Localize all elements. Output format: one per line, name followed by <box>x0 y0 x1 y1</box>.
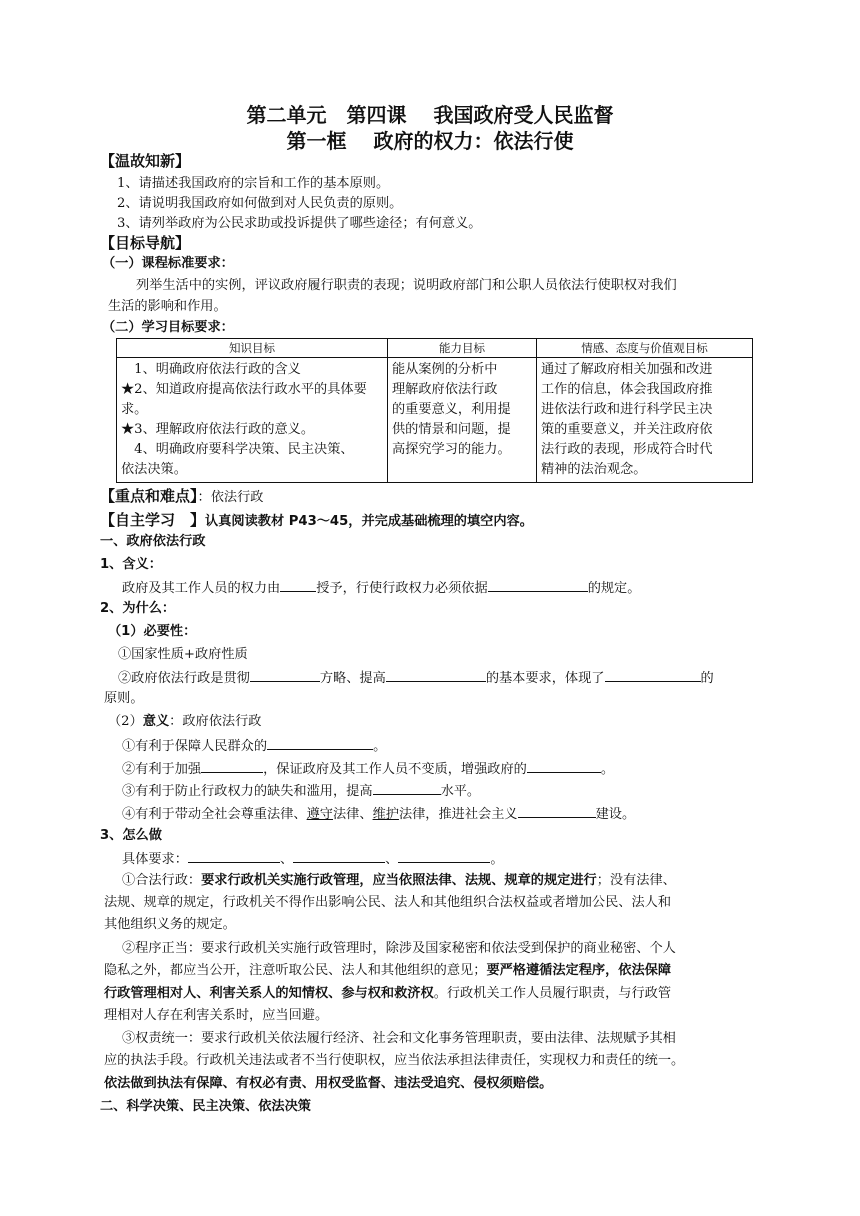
principle-2-line-3 <box>104 984 671 1004</box>
attitude-goal-line: 策的重要意义，并关注政府依 <box>541 422 713 437</box>
fill-blank[interactable] <box>280 577 316 592</box>
knowledge-goal-line: 1、明确政府依法行政的含义 <box>121 362 301 377</box>
principle-1-line-2: 法规、规章的规定，行政机关不得作出影响公民、法人和其他组织合法权益或者增加公民、法人和 <box>104 895 672 910</box>
attitude-goal-line: 法行政的表现，形成符合时代 <box>541 442 713 457</box>
learning-heading: （二）学习目标要求： <box>102 320 234 335</box>
sig1-text-b: 。 <box>373 739 387 754</box>
ability-goals-cell <box>388 358 537 483</box>
fill-blank[interactable] <box>398 848 490 863</box>
fill-blank[interactable] <box>527 758 601 773</box>
meaning-heading: 1、含义： <box>100 557 162 572</box>
curriculum-text-2: 生活的影响和作用。 <box>108 299 227 314</box>
table-row <box>117 358 753 483</box>
sig2-text-b: ，保证政府及其工作人员不变质，增强政府的 <box>263 762 527 777</box>
principle-2-bold-cont: 行政管理相对人、利害关系人的知情权、参与权和救济权 <box>104 986 434 1001</box>
significance-item-3 <box>122 780 480 802</box>
sig4-text-a: ④有利于带动全社会尊重法律、 <box>122 807 307 822</box>
requirements-line <box>122 848 504 870</box>
principle-1-line-1 <box>122 871 676 891</box>
significance-heading <box>108 712 261 732</box>
fill-blank[interactable] <box>605 667 701 682</box>
requirements-end: 。 <box>490 852 504 867</box>
fill-blank[interactable] <box>201 758 263 773</box>
review-item-3: 3、请列举政府为公民求助或投诉提供了哪些途径；有何意义。 <box>117 216 482 231</box>
significance-item-2 <box>122 758 614 780</box>
ability-goal-line: 的重要意义，利用提 <box>392 402 511 417</box>
requirements-sep: 、 <box>279 852 294 867</box>
page-title: 第二单元 第四课 我国政府受人民监督 <box>246 103 614 127</box>
fill-blank[interactable] <box>488 577 588 592</box>
sig4-text-f: 建设。 <box>595 807 636 822</box>
necessity-item-1: ①国家性质+政府性质 <box>118 647 248 662</box>
principle-2-line-4: 理相对人存在利害关系时，应当回避。 <box>104 1008 329 1023</box>
table-header-knowledge: 知识目标 <box>117 339 388 358</box>
curriculum-heading: （一）课程标准要求： <box>102 256 234 271</box>
goals-heading: 【目标导航】 <box>100 234 191 252</box>
significance-text: ：政府依法行政 <box>169 714 262 729</box>
review-item-1: 1、请描述我国政府的宗旨和工作的基本原则。 <box>117 176 390 191</box>
fill-blank[interactable] <box>293 848 385 863</box>
why-heading: 2、为什么： <box>100 601 176 616</box>
requirements-sep: 、 <box>385 852 399 867</box>
knowledge-goals-cell <box>117 358 388 483</box>
significance-label: 意义 <box>142 714 170 729</box>
ability-goal-line: 供的情景和问题，提 <box>392 422 511 437</box>
meaning-text-a: 政府及其工作人员的权力由 <box>122 581 281 596</box>
attitude-goal-line: 工作的信息，体会我国政府推 <box>541 382 713 397</box>
attitude-goals-cell <box>537 358 753 483</box>
significance-num: （2） <box>108 714 143 729</box>
meaning-line <box>122 577 640 599</box>
necessity-text-b: 方略、提高 <box>319 671 386 686</box>
page-subtitle: 第一框 政府的权力：依法行使 <box>286 129 574 153</box>
knowledge-goal-line: 依法决策。 <box>121 462 187 477</box>
knowledge-goal-line: 4、明确政府要科学决策、民主决策、 <box>121 442 354 457</box>
fill-blank[interactable] <box>518 803 596 818</box>
ability-goal-line: 理解政府依法行政 <box>392 382 498 397</box>
section-2-heading: 二、科学决策、民主决策、依法决策 <box>100 1099 311 1114</box>
sig1-text-a: ①有利于保障人民群众的 <box>122 739 268 754</box>
review-heading: 【温故知新】 <box>100 152 191 170</box>
principle-1-text: ；没有法律、 <box>596 873 676 888</box>
knowledge-goal-line: ★2、知道政府提高依法行政水平的具体要 <box>121 382 367 397</box>
knowledge-goal-line: 求。 <box>121 402 148 417</box>
necessity-text-d: 的 <box>700 671 714 686</box>
fill-blank[interactable] <box>373 780 441 795</box>
principle-3-line-2: 应的执法手段。行政机关违法或者不当行使职权，应当依法承担法律责任，实现权力和责任的统一。 <box>104 1053 685 1068</box>
key-points-text: ：依法行政 <box>197 490 264 505</box>
principle-2-text: 隐私之外，都应当公开，注意听取公民、法人和其他组织的意见； <box>104 963 487 978</box>
principle-3-line-3: 依法做到执法有保障、有权必有责、用权受监督、违法受追究、侵权须赔偿。 <box>104 1076 553 1091</box>
self-study-text: 认真阅读教材 P43～45，并完成基础梳理的填空内容。 <box>205 514 533 529</box>
meaning-text-b: 授予，行使行政权力必须依据 <box>316 581 488 596</box>
necessity-item-2-cont: 原则。 <box>104 691 144 706</box>
curriculum-text-1: 列举生活中的实例，评议政府履行职责的表现；说明政府部门和公职人员依法行使职权对我们 <box>136 278 677 293</box>
learning-goals-table <box>116 338 753 483</box>
section-1-heading: 一、政府依法行政 <box>100 534 206 549</box>
sig4-text-e: 法律，推进社会主义 <box>398 807 518 822</box>
necessity-text-c: 的基本要求，体现了 <box>485 671 605 686</box>
self-study-heading: 【自主学习 】 <box>100 511 206 529</box>
sig2-text-c: 。 <box>600 762 615 777</box>
principle-1-bold: 要求行政机关实施行政管理，应当依照法律、法规、规章的规定进行 <box>201 873 597 888</box>
ability-goal-line: 能从案例的分析中 <box>392 362 498 377</box>
sig3-text-a: ③有利于防止行政权力的缺失和滥用，提高 <box>122 784 373 799</box>
review-item-2: 2、请说明我国政府如何做到对人民负责的原则。 <box>117 196 403 211</box>
table-header-row <box>117 339 753 358</box>
table-header-ability: 能力目标 <box>388 339 537 358</box>
meaning-text-c: 的规定。 <box>587 581 641 596</box>
sig2-text-a: ②有利于加强 <box>122 762 202 777</box>
sig3-text-b: 水平。 <box>440 784 481 799</box>
principle-2-line-1: ②程序正当：要求行政机关实施行政管理时，除涉及国家秘密和依法受到保护的商业秘密、个人 <box>122 941 676 956</box>
requirements-label: 具体要求： <box>122 852 188 867</box>
attitude-goal-line: 进依法行政和进行科学民主决 <box>541 402 713 417</box>
principle-2-bold: 要严格遵循法定程序，依法保障 <box>486 963 672 978</box>
table-header-attitude: 情感、态度与价值观目标 <box>537 339 753 358</box>
key-points-line <box>100 486 263 508</box>
sig4-underlined-defend: 维护 <box>372 807 399 822</box>
ability-goal-line: 高探究学习的能力。 <box>392 442 511 457</box>
how-heading: 3、怎么做 <box>100 828 162 843</box>
principle-3-line-1: ③权责统一：要求行政机关依法履行经济、社会和文化事务管理职责，要由法律、法规赋予其相 <box>122 1031 676 1046</box>
necessity-heading: （1）必要性： <box>108 624 197 639</box>
necessity-text-a: ②政府依法行政是贯彻 <box>118 671 250 686</box>
fill-blank[interactable] <box>386 667 486 682</box>
sig4-text-c: 法律、 <box>333 807 373 822</box>
significance-item-1 <box>122 735 386 757</box>
knowledge-goal-line: ★3、理解政府依法行政的意义。 <box>121 422 315 437</box>
self-study-line <box>100 510 533 532</box>
key-points-heading: 【重点和难点】 <box>100 487 198 505</box>
necessity-item-2 <box>118 667 714 689</box>
principle-1-label: ①合法行政： <box>122 873 202 888</box>
attitude-goal-line: 精神的法治观念。 <box>541 462 647 477</box>
attitude-goal-line: 通过了解政府相关加强和改进 <box>541 362 713 377</box>
principle-2-text-cont: 。行政机关工作人员履行职责，与行政管 <box>433 986 672 1001</box>
principle-2-line-2 <box>104 961 671 981</box>
sig4-underlined-obey: 遵守 <box>306 807 333 822</box>
significance-item-4 <box>122 803 635 825</box>
fill-blank[interactable] <box>250 667 320 682</box>
fill-blank[interactable] <box>267 735 373 750</box>
principle-1-line-3: 其他组织义务的规定。 <box>104 917 236 932</box>
fill-blank[interactable] <box>188 848 280 863</box>
